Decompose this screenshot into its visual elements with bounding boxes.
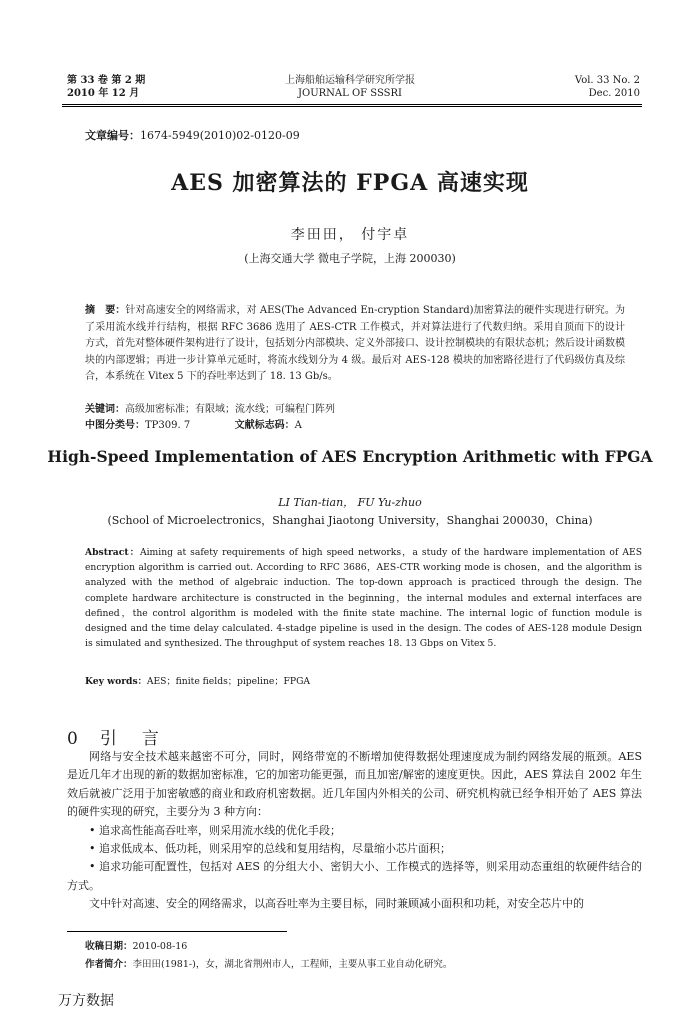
classification: 中图分类号：TP309. 7 文献标志码：A: [85, 420, 302, 431]
body-paragraph: 网络与安全技术越来越密不可分，同时，网络带宽的不断增加使得数据处理速度成为制约网络发展的瓶颈。AES 是近几年才出现的新的数据加密标准，它的加密功能更强，而且加密/解密的速度更快。因此，AES 算法自 2002 年生效后就被广泛用于加密敏感的商业和政府机密数据。近几年国内外相关的公司、研究机构就已经争相开始了 AES 算法的硬件实现的研究，主要分为 3 种方向：: [67, 750, 642, 819]
title-cn: AES 加密算法的 FPGA 高速实现: [171, 170, 529, 196]
title-en: High-Speed Implementation of AES Encryption Arithmetic with FPGA: [47, 447, 653, 466]
abstract-cn-text: 针对高速安全的网络需求，对 AES(The Advanced En-cryption Standard)加密算法的硬件实现进行研究。为了采用流水线并行结构，根据 RFC 3686 选用了 AES-CTR 工作模式，并对算法进行了代数归纳。采用自顶而下的设计方式，首先对整体硬件架构进行了设计，包括划分内部模块、定义外部接口、设计控制模块的有限状态机；然后设计函数模块的内部逻辑；再进一步计算单元延时，将流水线划分为 4 级。最后对 AES-128 模块的加密路径进行了代码级仿真及综合，本系统在 Vitex 5 下的吞吐率达到了 18. 13 Gb/s。: [85, 305, 626, 383]
bullet-item: • 追求高性能高吞吐率，则采用流水线的优化手段；: [89, 823, 341, 837]
journal-volume-en: Vol. 33 No. 2 Dec. 2010: [574, 75, 640, 99]
header-rule-thin: [62, 106, 642, 107]
article-number: 文章编号：1674-5949(2010)02-0120-09: [85, 129, 300, 142]
footnote-received: 收稿日期：2010-08-16: [85, 941, 188, 952]
bullet-item: • 追求功能可配置性，包括对 AES 的分组大小、密钥大小、工作模式的选择等，则采用动态重组的软硬件结合的方式。: [67, 860, 642, 892]
journal-name: 上海船舶运输科学研究所学报 JOURNAL OF SSSRI: [285, 75, 415, 99]
body-paragraph: 文中针对高速、安全的网络需求，以高吞吐率为主要目标，同时兼顾减小面积和功耗，对安全芯片中的: [89, 897, 584, 911]
keywords-en: Key words：AES；finite fields；pipeline；FPGA: [85, 676, 311, 687]
keywords-cn: 关键词：高级加密标准；有限域；流水线；可编程门阵列: [85, 404, 335, 415]
authors-cn: 李田田， 付宇卓: [290, 227, 410, 243]
affiliation-en: (School of Microelectronics，Shanghai Jiaotong University，Shanghai 200030，China): [107, 514, 593, 527]
affiliation-cn: (上海交通大学 微电子学院，上海 200030): [244, 252, 456, 265]
journal-volume-issue: 第 33 卷 第 2 期 2010 年 12 月: [67, 75, 146, 99]
abstract-cn-label: 摘 要：: [85, 305, 126, 316]
bullet-item: • 追求低成本、低功耗，则采用窄的总线和复用结构，尽量缩小芯片面积；: [89, 842, 451, 856]
authors-en: LI Tian-tian， FU Yu-zhuo: [278, 496, 422, 509]
section-heading: 0 引 言: [67, 729, 163, 749]
footnote-rule: [67, 931, 287, 932]
abstract-en: [85, 545, 642, 651]
body-text: [67, 748, 642, 914]
footnote-author-bio: 作者简介：李田田(1981-)，女，湖北省荆州市人，工程师，主要从事工业自动化研究。: [85, 959, 453, 970]
abstract-en-text: Aiming at safety requirements of high speed networks，a study of the hardware implementation of AES encryption algorithm is carried out. According to RFC 3686，AES-CTR working mode is chosen，and the algorithm is analyzed with the method of algebraic induction. The top-down approach is practiced through the design. The complete hardware architecture is constructed in the beginning，the internal modules and external interfaces are defined，the control algorithm is modeled with the finite state machine. The internal logic of function module is designed and the time delay calculated. 4-stadge pipeline is used in the design. The codes of AES-128 module Design is simulated and synthesized. The throughput of system reaches 18. 13 Gbps on Vitex 5.: [85, 547, 642, 650]
abstract-cn: [85, 303, 625, 386]
header-rule: [62, 104, 642, 105]
abstract-en-label: Abstract：: [85, 547, 140, 558]
watermark: 万方数据: [58, 993, 114, 1009]
